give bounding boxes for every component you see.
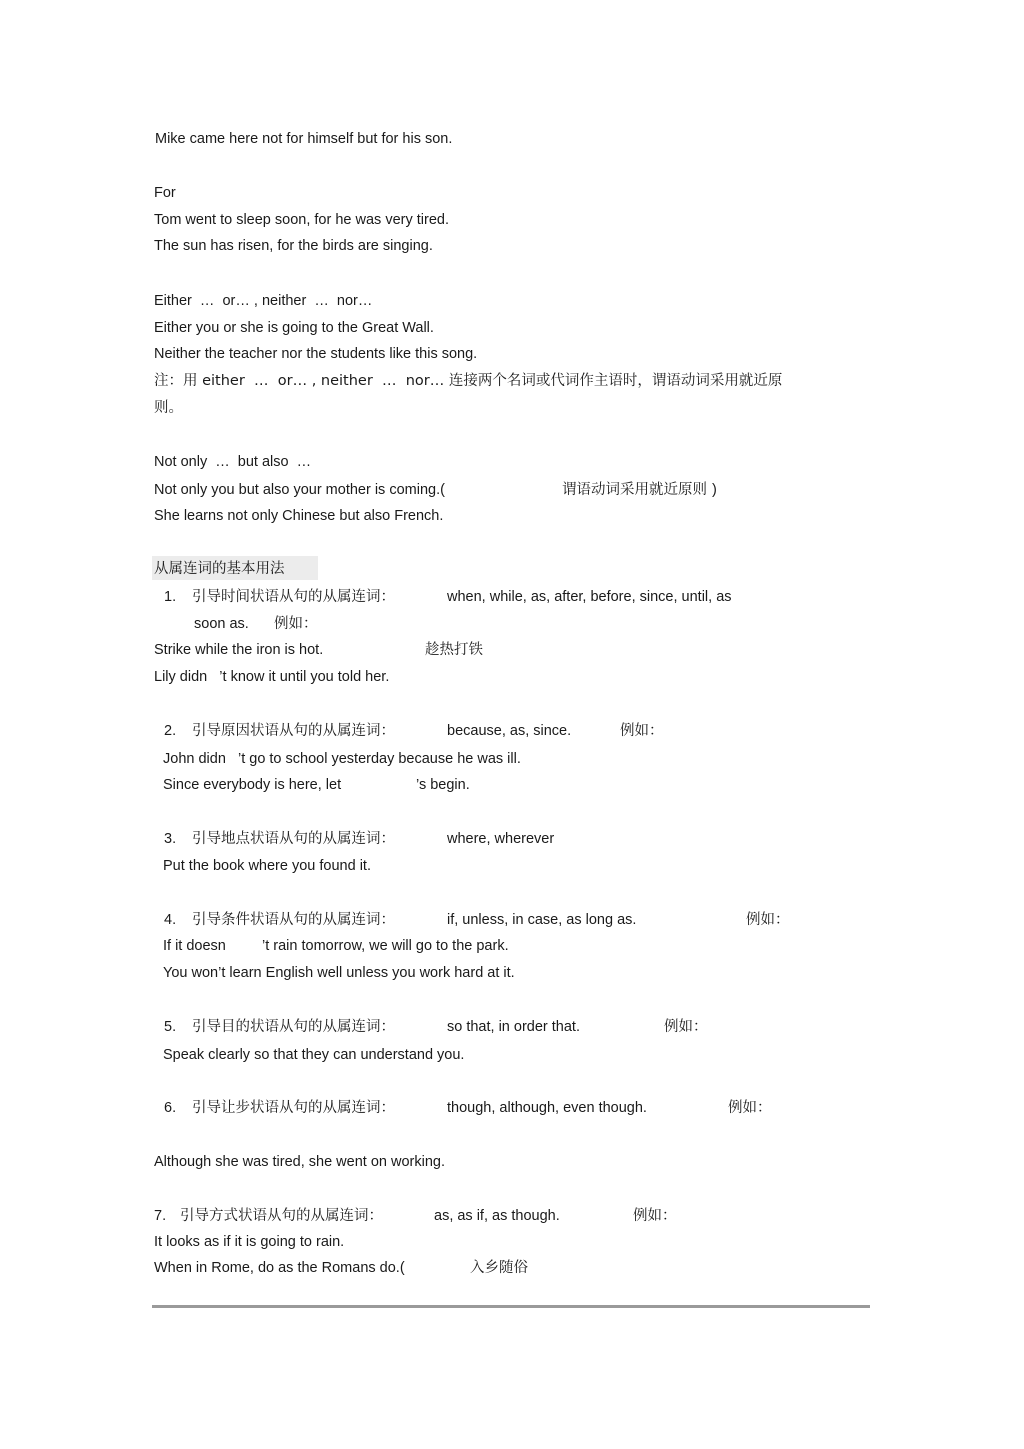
item-number: 6. [164, 1100, 177, 1116]
section-heading-either: Either … or… , neither … nor… [154, 293, 373, 309]
example-line: It looks as if it is going to rain. [154, 1234, 345, 1250]
page-divider [152, 1305, 870, 1308]
item-conjunctions: because, as, since. [447, 723, 572, 739]
item-conjunctions: so that, in order that. [447, 1019, 580, 1035]
example-marker: 例如： [746, 912, 790, 928]
item-conjunctions: where, wherever [447, 831, 555, 847]
item-number: 5. [164, 1019, 177, 1035]
item-number: 7. [154, 1208, 167, 1224]
example-line: You won’t learn English well unless you work hard at it. [163, 965, 515, 981]
section-heading-for: For [154, 185, 176, 201]
example-gloss: 谓语动词采用就近原则 [562, 482, 707, 498]
example-line: Put the book where you found it. [163, 858, 371, 874]
example-marker: 例如： [620, 723, 664, 739]
example-line: Strike while the iron is hot. [154, 642, 324, 658]
example-line: The sun has risen, for the birds are singing. [154, 238, 433, 254]
example-line: Tom went to sleep soon, for he was very tired. [154, 212, 449, 228]
example-line-cont: ’s begin. [416, 777, 470, 793]
example-marker: 例如： [633, 1208, 677, 1224]
item-number: 2. [164, 723, 177, 739]
example-marker: 例如： [664, 1019, 708, 1035]
item-label: 引导时间状语从句的从属连词： [192, 589, 395, 605]
example-line: Although she was tired, she went on working. [154, 1154, 445, 1170]
example-line: If it doesn [163, 938, 226, 954]
example-line: She learns not only Chinese but also French. [154, 508, 444, 524]
item-conjunctions: though, although, even though. [447, 1100, 647, 1116]
example-line: Either you or she is going to the Great Wall. [154, 320, 434, 336]
example-gloss-close: ) [712, 482, 717, 498]
example-gloss: 入乡随俗 [470, 1260, 528, 1276]
example-gloss: 趁热打铁 [425, 642, 483, 658]
item-conjunctions: as, as if, as though. [434, 1208, 560, 1224]
item-label: 引导目的状语从句的从属连词： [192, 1019, 395, 1035]
example-line: Lily didn ’t know it until you told her. [154, 669, 390, 685]
example-line: John didn ’t go to school yesterday because he was ill. [163, 751, 521, 767]
note-line: 注：用 either … or… , neither … nor… 连接两个名词或代词作主语时，谓语动词采用就近原 [154, 373, 783, 389]
example-line: Neither the teacher nor the students like this song. [154, 346, 478, 362]
note-line: 则。 [154, 400, 183, 416]
item-label: 引导条件状语从句的从属连词： [192, 912, 395, 928]
text-line: Mike came here not for himself but for his son. [155, 131, 453, 147]
section-heading-not-only: Not only … but also … [154, 454, 312, 470]
item-conjunctions: when, while, as, after, before, since, until, as [447, 589, 732, 605]
subheading: 从属连词的基本用法 [154, 561, 285, 577]
example-line: Speak clearly so that they can understand you. [163, 1047, 465, 1063]
item-label: 引导方式状语从句的从属连词： [180, 1208, 383, 1224]
item-label: 引导让步状语从句的从属连词： [192, 1100, 395, 1116]
item-number: 4. [164, 912, 177, 928]
example-line: Not only you but also your mother is coming.( [154, 482, 445, 498]
item-conjunctions: soon as. [194, 616, 249, 632]
item-label: 引导原因状语从句的从属连词： [192, 723, 395, 739]
example-line: When in Rome, do as the Romans do.( [154, 1260, 405, 1276]
item-number: 3. [164, 831, 177, 847]
example-marker: 例如： [274, 616, 318, 632]
example-line-cont: ’t rain tomorrow, we will go to the park. [262, 938, 509, 954]
item-number: 1. [164, 589, 177, 605]
example-marker: 例如： [728, 1100, 772, 1116]
item-label: 引导地点状语从句的从属连词： [192, 831, 395, 847]
example-line: Since everybody is here, let [163, 777, 342, 793]
item-conjunctions: if, unless, in case, as long as. [447, 912, 637, 928]
